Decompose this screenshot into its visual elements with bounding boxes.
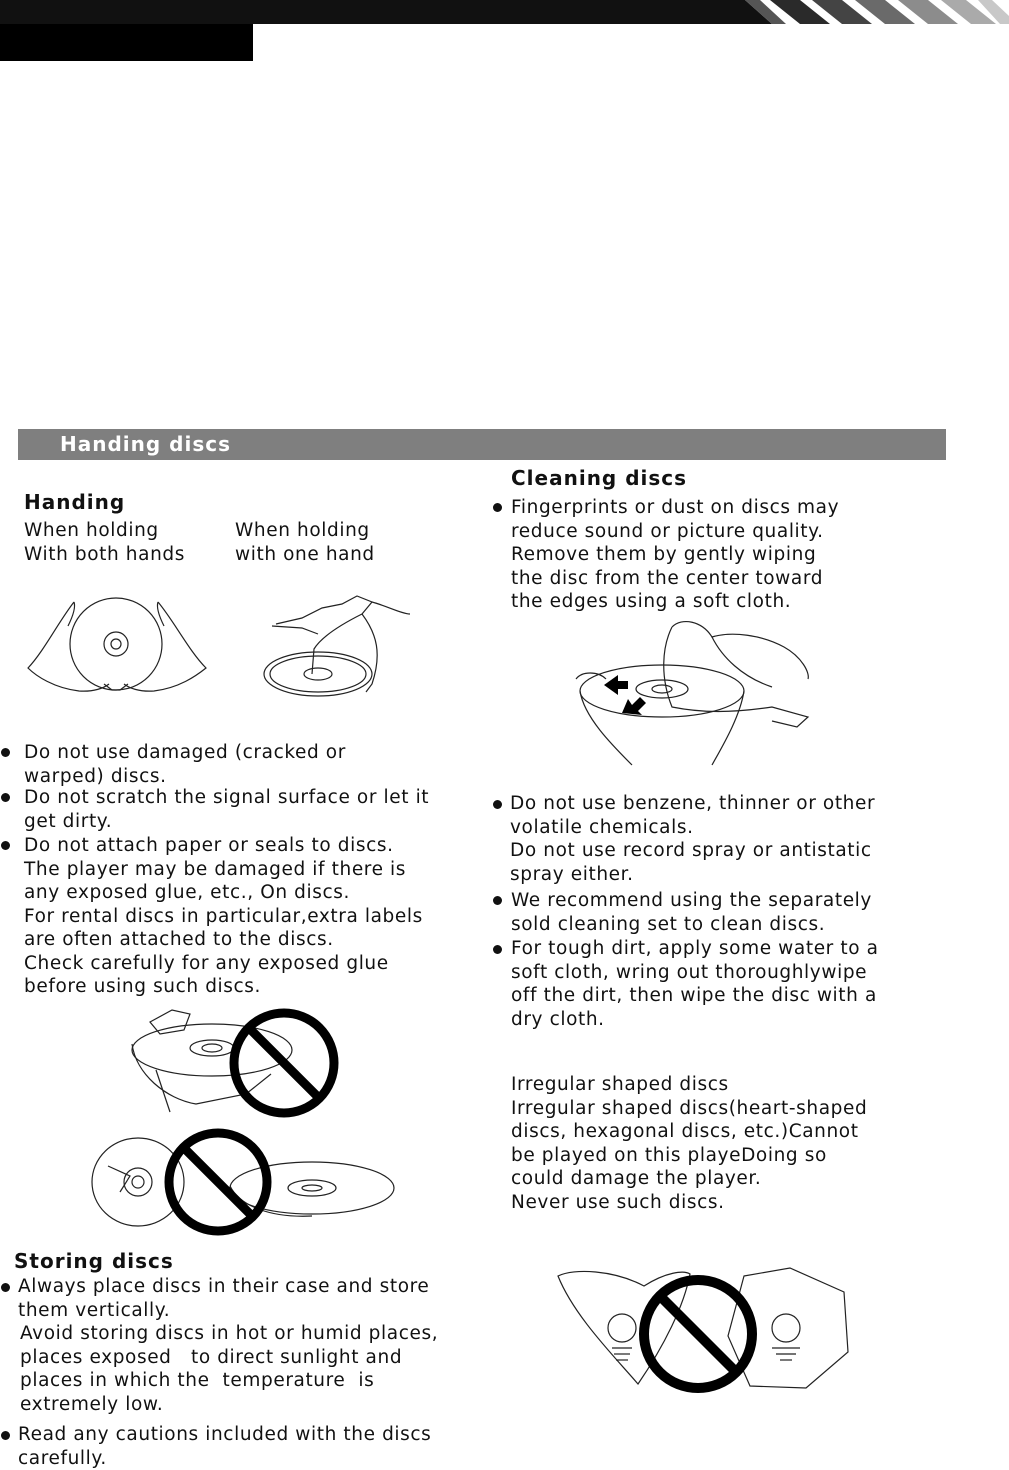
text-line: any exposed glue, etc., On discs. (24, 881, 423, 905)
no-labels-illustration (126, 1004, 342, 1116)
caption-both-hands (24, 519, 185, 566)
storing-bullet-2 (18, 1423, 431, 1470)
prohibited-icon (234, 1013, 334, 1113)
bullet-dot (493, 945, 502, 954)
bullet-dot (1, 748, 10, 757)
caption-one-line: with one hand (235, 543, 375, 567)
text-line: Do not use benzene, thinner or other (510, 792, 875, 816)
storing-heading: Storing discs (14, 1249, 174, 1273)
text-line: volatile chemicals. (510, 816, 875, 840)
handing-bullet-1 (24, 741, 346, 788)
cleaning-bullet-3 (511, 937, 879, 1031)
one-hand-illustration (262, 594, 412, 702)
text-line: discs, hexagonal discs, etc.)Cannot (511, 1120, 867, 1144)
text-line: could damage the player. (511, 1167, 867, 1191)
text-line: For rental discs in particular,extra labels (24, 905, 423, 929)
text-line: sold cleaning set to clean discs. (511, 913, 872, 937)
text-line: Always place discs in their case and store (18, 1275, 438, 1299)
handing-heading: Handing (24, 490, 125, 514)
handing-bullet-3 (24, 834, 423, 999)
text-line: them vertically. (18, 1299, 438, 1323)
bullet-dot (1, 793, 10, 802)
caption-one-line: When holding (235, 519, 375, 543)
text-line: soft cloth, wring out thoroughlywipe (511, 961, 879, 985)
text-line: Remove them by gently wiping (511, 543, 839, 567)
text-line: The player may be damaged if there is (24, 858, 423, 882)
prohibited-icon (644, 1280, 752, 1388)
text-line: reduce sound or picture quality. (511, 520, 839, 544)
text-line: For tough dirt, apply some water to a (511, 937, 879, 961)
text-line: get dirty. (24, 810, 429, 834)
both-hands-illustration (24, 596, 209, 698)
no-damaged-discs-illustration (90, 1136, 398, 1228)
text-line: warped) discs. (24, 765, 346, 789)
text-line: Never use such discs. (511, 1191, 867, 1215)
bullet-dot (1, 1431, 10, 1440)
text-line: Do not use damaged (cracked or (24, 741, 346, 765)
text-line: Fingerprints or dust on discs may (511, 496, 839, 520)
bullet-dot (493, 800, 502, 809)
text-line: the disc from the center toward (511, 567, 839, 591)
text-line: Do not attach paper or seals to discs. (24, 834, 423, 858)
bullet-dot (1, 841, 10, 850)
section-title-bar (18, 429, 946, 460)
text-line: places exposed to direct sunlight and (18, 1346, 438, 1370)
storing-bullet-1 (18, 1275, 438, 1416)
section-title: Handing discs (60, 432, 231, 456)
bullet-dot (1, 1283, 10, 1292)
text-line: off the dirt, then wipe the disc with a (511, 984, 879, 1008)
irregular-discs-illustration (554, 1266, 854, 1394)
text-line: Avoid storing discs in hot or humid places, (18, 1322, 438, 1346)
caption-both-line: With both hands (24, 543, 185, 567)
text-line: before using such discs. (24, 975, 423, 999)
text-line: Do not scratch the signal surface or let it (24, 786, 429, 810)
bullet-dot (493, 503, 502, 512)
text-line: Irregular shaped discs (511, 1073, 867, 1097)
text-line: Irregular shaped discs(heart-shaped (511, 1097, 867, 1121)
text-line: are often attached to the discs. (24, 928, 423, 952)
text-line: spray either. (510, 863, 875, 887)
bullet-dot (493, 896, 502, 905)
caption-one-hand (235, 519, 375, 566)
cleaning-intro (511, 496, 839, 614)
text-line: We recommend using the separately (511, 889, 872, 913)
text-line: dry cloth. (511, 1008, 879, 1032)
cleaning-heading: Cleaning discs (511, 466, 687, 490)
text-line: be played on this playeDoing so (511, 1144, 867, 1168)
header-bar (0, 0, 1009, 24)
text-line: places in which the temperature is (18, 1369, 438, 1393)
text-line: Read any cautions included with the discs (18, 1423, 431, 1447)
header-block (0, 24, 253, 61)
text-line: the edges using a soft cloth. (511, 590, 839, 614)
cleaning-bullet-2 (511, 889, 872, 936)
handing-bullet-2 (24, 786, 429, 833)
wiping-disc-illustration (572, 617, 812, 767)
text-line: extremely low. (18, 1393, 438, 1417)
caption-both-line: When holding (24, 519, 185, 543)
text-line: Check carefully for any exposed glue (24, 952, 423, 976)
cleaning-bullet-1 (510, 792, 875, 886)
text-line: carefully. (18, 1447, 431, 1470)
irregular-discs-note (511, 1073, 867, 1214)
text-line: Do not use record spray or antistatic (510, 839, 875, 863)
